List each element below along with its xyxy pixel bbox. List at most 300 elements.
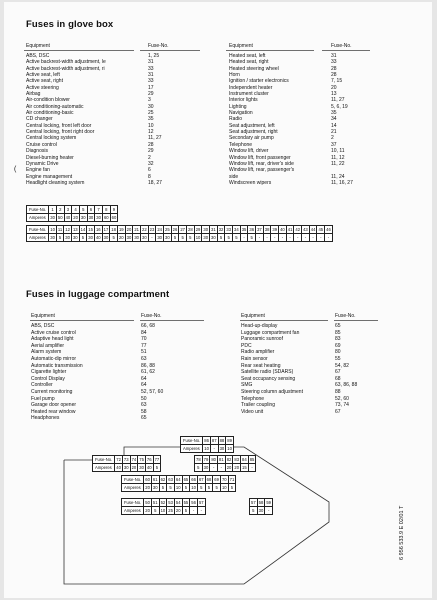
fuse-no-label: Fuse-No. bbox=[27, 226, 49, 234]
equipment-item: side bbox=[229, 173, 239, 180]
fuse-cell: 6 bbox=[87, 206, 95, 214]
fuse-cell: 21 bbox=[134, 227, 139, 232]
amperes-cell: 5 bbox=[182, 484, 190, 492]
fuse-number: 31 bbox=[148, 72, 154, 79]
fuse-cell: 12 bbox=[65, 227, 70, 232]
glovebox-title: Fuses in glove box bbox=[26, 19, 114, 30]
equipment-item: Cruise control bbox=[26, 141, 57, 148]
equipment-item: Rear seat heating bbox=[241, 362, 281, 369]
fuse-cell: 41 bbox=[287, 227, 293, 232]
fuse-cell: 54 bbox=[175, 500, 181, 505]
amperes-cell: 30 bbox=[50, 235, 55, 240]
fuse-cell: 10 bbox=[50, 227, 55, 232]
luggage-fuse-table-e bbox=[121, 498, 206, 515]
equipment-item: Steering column adjustment bbox=[241, 388, 303, 395]
equipment-item: Rain sensor bbox=[241, 355, 268, 362]
luggage-fuse-table-b bbox=[92, 455, 161, 472]
equipment-item: Air conditioning-basic bbox=[26, 110, 74, 117]
amperes-cell: 10 bbox=[160, 508, 166, 513]
fuse-number: 33 bbox=[148, 78, 154, 85]
fuse-no-label: Fuse-No. bbox=[27, 206, 49, 214]
equipment-item: Adaptive head light bbox=[31, 336, 74, 343]
equipment-item: Active cruise control bbox=[31, 329, 76, 336]
equipment-item: Heated seat, right bbox=[229, 59, 269, 66]
amperes-cell: 30 bbox=[258, 508, 264, 513]
amperes-cell: 5 bbox=[171, 234, 179, 242]
amperes-cell: - bbox=[286, 234, 294, 242]
amperes-label: Amperes bbox=[122, 507, 144, 515]
fuse-cell: 55 bbox=[183, 500, 189, 505]
amperes-cell: 5 bbox=[110, 234, 118, 242]
fuse-number: 28 bbox=[148, 141, 154, 148]
equipment-item: Satellite radio (SDARS) bbox=[241, 369, 294, 376]
amperes-cell: 30 bbox=[103, 235, 109, 240]
fuse-cell: 70 bbox=[221, 477, 227, 482]
fuse-number: 11, 22 bbox=[331, 160, 345, 167]
amperes-cell: 20 bbox=[118, 235, 124, 240]
fuse-cell: 13 bbox=[72, 227, 78, 232]
amperes-label: Amperes bbox=[27, 234, 49, 242]
fuse-cell: 4 bbox=[72, 206, 80, 214]
amperes-cell: 5 bbox=[56, 234, 63, 242]
fuse-number: 83 bbox=[335, 336, 341, 343]
fuse-cell: 14 bbox=[80, 227, 86, 232]
fuse-number: 2 bbox=[148, 154, 151, 161]
fuse-number: 21 bbox=[331, 129, 337, 136]
fuse-cell: 28 bbox=[188, 227, 193, 232]
fuse-number: 18, 27 bbox=[148, 179, 162, 186]
amperes-cell: - bbox=[197, 507, 205, 515]
fuse-cell: 63 bbox=[168, 477, 173, 482]
fuse-carrier-outline bbox=[4, 2, 432, 598]
amperes-cell: 10 bbox=[204, 446, 209, 451]
fuse-cell: 35 bbox=[241, 227, 247, 232]
fuse-number: 30 bbox=[148, 103, 154, 110]
fuse-cell: 51 bbox=[152, 500, 158, 505]
amperes-cell: 20 bbox=[234, 465, 240, 470]
fuse-cell: 80 bbox=[211, 457, 217, 462]
fuse-number: 33 bbox=[148, 65, 154, 72]
equipment-item: Window lift, front passenger bbox=[229, 154, 291, 161]
fuse-number: 84 bbox=[141, 329, 147, 336]
fuse-cell: 57 bbox=[198, 500, 204, 505]
fuse-cell: 36 bbox=[249, 227, 255, 232]
equipment-item: Seat adjustment, left bbox=[229, 122, 275, 129]
fuse-number: 80 bbox=[335, 349, 341, 356]
fuse-number: 10, 11 bbox=[331, 148, 345, 155]
fuse-cell: 26 bbox=[172, 227, 178, 232]
fuse-cell: 34 bbox=[234, 227, 239, 232]
fuse-cell: 8 bbox=[102, 206, 110, 214]
fuse-number: 85 bbox=[335, 329, 341, 336]
page-sheet bbox=[4, 2, 432, 598]
amperes-cell: - bbox=[190, 507, 198, 515]
luggage-header-fuse-left: Fuse-No. bbox=[141, 313, 162, 319]
amperes-cell: 5 bbox=[225, 234, 233, 242]
fuse-cell: 25 bbox=[165, 227, 170, 232]
amperes-cell: 40 bbox=[146, 465, 152, 470]
amperes-cell: 30 bbox=[88, 235, 93, 240]
equipment-item: Headphones bbox=[31, 415, 60, 422]
equipment-item: Head-up-display bbox=[241, 323, 278, 329]
amperes-cell: 5 bbox=[187, 234, 195, 242]
equipment-item: Active seat, left bbox=[26, 72, 60, 79]
equipment-item: PDC bbox=[241, 342, 252, 349]
fuse-cell: 52 bbox=[160, 500, 166, 505]
fuse-cell: 61 bbox=[152, 477, 158, 482]
fuse-number: 64 bbox=[141, 375, 147, 382]
equipment-item: Air conditioning-automatic bbox=[26, 103, 84, 110]
equipment-item: Current monitoring bbox=[31, 388, 73, 395]
amperes-cell: 10 bbox=[227, 446, 232, 451]
amperes-cell: 20 bbox=[73, 215, 78, 220]
equipment-item: Automatic transmission bbox=[31, 362, 83, 369]
amperes-cell: - bbox=[248, 464, 256, 472]
amperes-cell: 60 bbox=[111, 215, 117, 220]
fuse-cell: 37 bbox=[257, 227, 262, 232]
amperes-cell: 5 bbox=[167, 484, 175, 492]
equipment-item: Active seat, right bbox=[26, 78, 63, 85]
luggage-header-equipment-right: Equipment bbox=[241, 313, 265, 319]
equipment-item: Central locking, front left door bbox=[26, 122, 92, 129]
document-number: 6 956 533.9 E 02/01 T bbox=[399, 505, 405, 560]
equipment-item: Telephone bbox=[229, 141, 253, 148]
equipment-item: Alarm system bbox=[31, 349, 62, 356]
amperes-cell: 30 bbox=[152, 485, 158, 490]
amperes-cell: - bbox=[210, 464, 218, 472]
fuse-cell: 19 bbox=[118, 227, 124, 232]
equipment-item: Luggage compartment fan bbox=[241, 329, 300, 336]
equipment-item: Heated rear window bbox=[31, 408, 76, 415]
amperes-cell: - bbox=[302, 234, 310, 242]
fuse-number: 11, 27 bbox=[331, 97, 345, 104]
fuse-cell: 83 bbox=[234, 457, 240, 462]
fuse-cell: 27 bbox=[180, 227, 186, 232]
fuse-cell: 1 bbox=[49, 206, 57, 214]
fuse-cell: 39 bbox=[272, 227, 278, 232]
amperes-cell: 5 bbox=[153, 464, 161, 472]
fuse-number: 64 bbox=[141, 382, 147, 389]
fuse-cell: 24 bbox=[157, 227, 162, 232]
fuse-cell: 20 bbox=[126, 227, 132, 232]
fuse-number: 12 bbox=[148, 129, 154, 136]
fuse-cell: 2 bbox=[56, 206, 64, 214]
amperes-cell: 10 bbox=[175, 485, 181, 490]
amperes-cell: 15 bbox=[242, 465, 247, 470]
amperes-cell: 30 bbox=[141, 235, 147, 240]
amperes-cell: 40 bbox=[116, 465, 121, 470]
fuse-number: 20 bbox=[331, 84, 337, 91]
equipment-item: Instrument cluster bbox=[229, 91, 269, 98]
fuse-cell: 11 bbox=[57, 227, 63, 232]
fuse-number: 52, 60 bbox=[335, 395, 349, 402]
fuse-cell: 88 bbox=[219, 438, 225, 443]
fuse-number: 25 bbox=[148, 110, 154, 117]
equipment-item: Control Display bbox=[31, 375, 65, 382]
fuse-cell: 81 bbox=[219, 457, 224, 462]
fuse-number: 58 bbox=[141, 408, 147, 415]
equipment-item: Navigation bbox=[229, 110, 253, 117]
equipment-item: CD changer bbox=[26, 116, 53, 123]
glovebox-header-equipment-left: Equipment bbox=[26, 43, 50, 49]
fuse-number: 69 bbox=[335, 342, 341, 349]
glovebox-header-equipment-right: Equipment bbox=[229, 43, 253, 49]
fuse-cell: 29 bbox=[195, 227, 201, 232]
fuse-cell: 44 bbox=[310, 227, 316, 232]
equipment-item: Garage door opener bbox=[31, 402, 77, 409]
fuse-number: 11, 12 bbox=[331, 154, 345, 161]
equipment-item: Radio bbox=[229, 116, 243, 123]
fuse-cell: 16 bbox=[95, 227, 101, 232]
luggage-header-fuse-right: Fuse-No. bbox=[335, 313, 356, 319]
equipment-item: Secondary air pump bbox=[229, 135, 274, 142]
amperes-cell: 30 bbox=[96, 215, 101, 220]
fuse-number: 31 bbox=[331, 53, 337, 59]
amperes-cell: - bbox=[294, 234, 302, 242]
fuse-number: 55 bbox=[335, 355, 341, 362]
glovebox-header-fuse-left: Fuse-No. bbox=[148, 43, 169, 49]
fuse-number: 8 bbox=[148, 173, 151, 180]
amperes-cell: 30 bbox=[50, 215, 55, 220]
luggage-fuse-table-a bbox=[180, 436, 234, 453]
amperes-cell: 30 bbox=[219, 446, 225, 451]
fuse-cell: 31 bbox=[211, 227, 216, 232]
fuse-number: 35 bbox=[148, 116, 154, 123]
amperes-cell: - bbox=[317, 234, 325, 242]
fuse-cell: 59 bbox=[266, 500, 272, 505]
fuse-cell: 40 bbox=[280, 227, 285, 232]
fuse-cell: 72 bbox=[116, 457, 121, 462]
equipment-item: Seat occupancy sensing bbox=[241, 375, 296, 382]
fuse-cell: 79 bbox=[203, 457, 209, 462]
amperes-cell: 30 bbox=[72, 235, 78, 240]
fuse-number: 73, 74 bbox=[335, 402, 349, 409]
equipment-item: Heated steering wheel bbox=[229, 65, 279, 72]
amperes-label: Amperes bbox=[122, 484, 144, 492]
equipment-item: Engine management bbox=[26, 173, 73, 180]
fuse-cell: 17 bbox=[103, 227, 109, 232]
margin-mark: ( bbox=[14, 166, 17, 173]
fuse-cell: 45 bbox=[318, 227, 324, 232]
fuse-number: 1, 25 bbox=[148, 53, 160, 59]
fuse-cell: 60 bbox=[145, 477, 150, 482]
amperes-cell: 30 bbox=[88, 215, 94, 220]
fuse-number: 13 bbox=[331, 91, 337, 98]
fuse-cell: 85 bbox=[249, 457, 255, 462]
fuse-cell: 82 bbox=[226, 457, 232, 462]
equipment-item: Video unit bbox=[241, 408, 264, 415]
amperes-cell: 5 bbox=[182, 507, 190, 515]
fuse-cell: 32 bbox=[218, 227, 224, 232]
amperes-cell: 30 bbox=[65, 235, 70, 240]
fuse-number: 63 bbox=[141, 402, 147, 409]
fuse-number: 6 bbox=[148, 167, 151, 174]
amperes-cell: - bbox=[271, 234, 279, 242]
fuse-cell: 5 bbox=[79, 206, 87, 214]
equipment-item: ABS, DSC bbox=[31, 323, 55, 329]
amperes-cell: 20 bbox=[145, 508, 150, 513]
fuse-number: 34 bbox=[331, 116, 337, 123]
amperes-cell: - bbox=[263, 234, 271, 242]
fuse-number: 67 bbox=[335, 369, 341, 376]
fuse-number: 65 bbox=[141, 415, 147, 422]
fuse-number: 66, 68 bbox=[141, 323, 155, 329]
equipment-item: Automatic-dip mirror bbox=[31, 355, 77, 362]
fuse-number: 28 bbox=[331, 72, 337, 79]
fuse-cell: 75 bbox=[139, 457, 144, 462]
amperes-cell: 25 bbox=[168, 508, 173, 513]
fuse-cell: 87 bbox=[211, 438, 217, 443]
amperes-cell: 30 bbox=[80, 215, 86, 220]
fuse-cell: 76 bbox=[146, 457, 152, 462]
fuse-number: 61, 62 bbox=[141, 369, 155, 376]
amperes-cell: 5 bbox=[248, 234, 256, 242]
amperes-cell: 5 bbox=[79, 234, 87, 242]
equipment-item: Lighting bbox=[229, 103, 247, 110]
amperes-cell: 50 bbox=[57, 215, 63, 220]
fuse-cell: 15 bbox=[88, 227, 93, 232]
amperes-cell: 60 bbox=[103, 215, 109, 220]
amperes-cell: 5 bbox=[197, 484, 205, 492]
equipment-item: Airbag bbox=[26, 91, 41, 98]
fuse-number: 77 bbox=[141, 342, 147, 349]
equipment-item: Fuel pump bbox=[31, 395, 55, 402]
fuse-number: 33 bbox=[331, 59, 337, 66]
fuse-number: 88 bbox=[335, 388, 341, 395]
equipment-item: Aerial amplifier bbox=[31, 342, 65, 349]
amperes-label: Amperes bbox=[93, 464, 115, 472]
amperes-cell: - bbox=[210, 445, 218, 453]
fuse-number: 10 bbox=[148, 122, 154, 129]
amperes-cell: 5 bbox=[159, 484, 167, 492]
amperes-cell: - bbox=[309, 234, 317, 242]
fuse-number: 32 bbox=[148, 160, 154, 167]
fuse-cell: 50 bbox=[145, 500, 150, 505]
amperes-label: Amperes bbox=[181, 445, 203, 453]
amperes-cell: - bbox=[256, 234, 264, 242]
glovebox-header-fuse-right: Fuse-No. bbox=[331, 43, 352, 49]
fuse-number: 31 bbox=[148, 59, 154, 66]
fuse-cell: 84 bbox=[242, 457, 247, 462]
fuse-cell: 42 bbox=[295, 227, 301, 232]
amperes-cell: 30 bbox=[211, 235, 216, 240]
amperes-cell: 10 bbox=[191, 485, 196, 490]
fuse-number: 14 bbox=[331, 122, 337, 129]
equipment-item: Windscreen wipers bbox=[229, 179, 272, 186]
amperes-cell: 5 bbox=[195, 464, 203, 472]
amperes-cell: 30 bbox=[165, 235, 170, 240]
amperes-cell: 5 bbox=[179, 234, 187, 242]
fuse-cell: 86 bbox=[204, 438, 209, 443]
fuse-cell: 38 bbox=[264, 227, 270, 232]
fuse-cell: 74 bbox=[131, 457, 137, 462]
fuse-number: 11, 16, 27 bbox=[331, 179, 353, 186]
amperes-cell: 5 bbox=[250, 507, 258, 515]
fuse-cell: 71 bbox=[229, 477, 235, 482]
amperes-cell: 40 bbox=[95, 235, 101, 240]
amperes-cell: - bbox=[240, 234, 248, 242]
fuse-number: 50 bbox=[141, 395, 147, 402]
fuse-cell: 56 bbox=[191, 500, 196, 505]
amperes-cell: 20 bbox=[131, 465, 137, 470]
equipment-item: Air-condition blower bbox=[26, 97, 70, 104]
fuse-no-label: Fuse-No. bbox=[93, 456, 115, 464]
amperes-cell: 5 bbox=[228, 484, 236, 492]
fuse-cell: 3 bbox=[64, 206, 72, 214]
fuse-number: 51 bbox=[141, 349, 147, 356]
equipment-item: Ignition / starter electronics bbox=[229, 78, 289, 85]
fuse-number: 29 bbox=[148, 91, 154, 98]
amperes-cell: - bbox=[325, 234, 333, 242]
equipment-item: Panoramic sunroof bbox=[241, 336, 283, 343]
fuse-cell: 30 bbox=[203, 227, 209, 232]
fuse-cell: 7 bbox=[95, 206, 103, 214]
amperes-cell: 10 bbox=[221, 485, 227, 490]
fuse-no-label: Fuse-No. bbox=[181, 437, 203, 445]
amperes-cell: 30 bbox=[157, 235, 162, 240]
fuse-cell: 68 bbox=[206, 477, 212, 482]
equipment-item: Dynamic Drive bbox=[26, 160, 59, 167]
fuse-number: 2 bbox=[331, 135, 334, 142]
fuse-number: 63, 86, 88 bbox=[335, 382, 358, 389]
amperes-cell: 30 bbox=[123, 465, 129, 470]
amperes-cell: - bbox=[279, 234, 287, 242]
equipment-item: SMG bbox=[241, 382, 253, 389]
fuse-cell: 62 bbox=[160, 477, 166, 482]
equipment-item: Horn bbox=[229, 72, 240, 79]
luggage-header-equipment-left: Equipment bbox=[31, 313, 55, 319]
equipment-item: Window lift, rear, passenger's bbox=[229, 167, 295, 174]
fuse-number: 86, 88 bbox=[141, 362, 155, 369]
amperes-cell: 5 bbox=[151, 507, 159, 515]
fuse-cell: 78 bbox=[196, 457, 201, 462]
equipment-item: Headlight cleaning system bbox=[26, 179, 85, 186]
fuse-number: 29 bbox=[148, 148, 154, 155]
fuse-number: 68 bbox=[335, 375, 341, 382]
equipment-item: Central locking system bbox=[26, 135, 77, 142]
amperes-cell: 20 bbox=[175, 508, 181, 513]
fuse-cell: 67 bbox=[198, 477, 204, 482]
equipment-item: Active steering bbox=[26, 84, 59, 91]
luggage-title: Fuses in luggage compartment bbox=[26, 289, 170, 300]
amperes-cell: 10 bbox=[195, 235, 201, 240]
fuse-number: 3 bbox=[148, 97, 151, 104]
fuse-cell: 89 bbox=[227, 438, 232, 443]
fuse-number: 28 bbox=[331, 65, 337, 72]
fuse-number: 11, 24 bbox=[331, 173, 345, 180]
fuse-cell: 77 bbox=[154, 457, 160, 462]
fuse-cell: 43 bbox=[303, 227, 308, 232]
amperes-cell: 30 bbox=[203, 235, 209, 240]
fuse-number: 63 bbox=[141, 355, 147, 362]
equipment-item: Engine fan bbox=[26, 167, 50, 174]
equipment-item: Radio amplifier bbox=[241, 349, 275, 356]
equipment-item: Diagnosis bbox=[26, 148, 48, 155]
amperes-cell: - bbox=[265, 507, 273, 515]
fuse-number: 17 bbox=[148, 84, 154, 91]
equipment-item: Interior lights bbox=[229, 97, 258, 104]
fuse-number: 37 bbox=[331, 141, 337, 148]
amperes-cell: - bbox=[148, 234, 156, 242]
equipment-item: Window lift, rear, driver's side bbox=[229, 160, 294, 167]
amperes-cell: 5 bbox=[213, 484, 221, 492]
fuse-number: 65 bbox=[335, 323, 341, 329]
fuse-cell: 53 bbox=[168, 500, 173, 505]
equipment-item: Controller bbox=[31, 382, 53, 389]
fuse-number: 7, 15 bbox=[331, 78, 343, 85]
fuse-cell: 65 bbox=[183, 477, 189, 482]
fuse-number: 11, 27 bbox=[148, 135, 162, 142]
